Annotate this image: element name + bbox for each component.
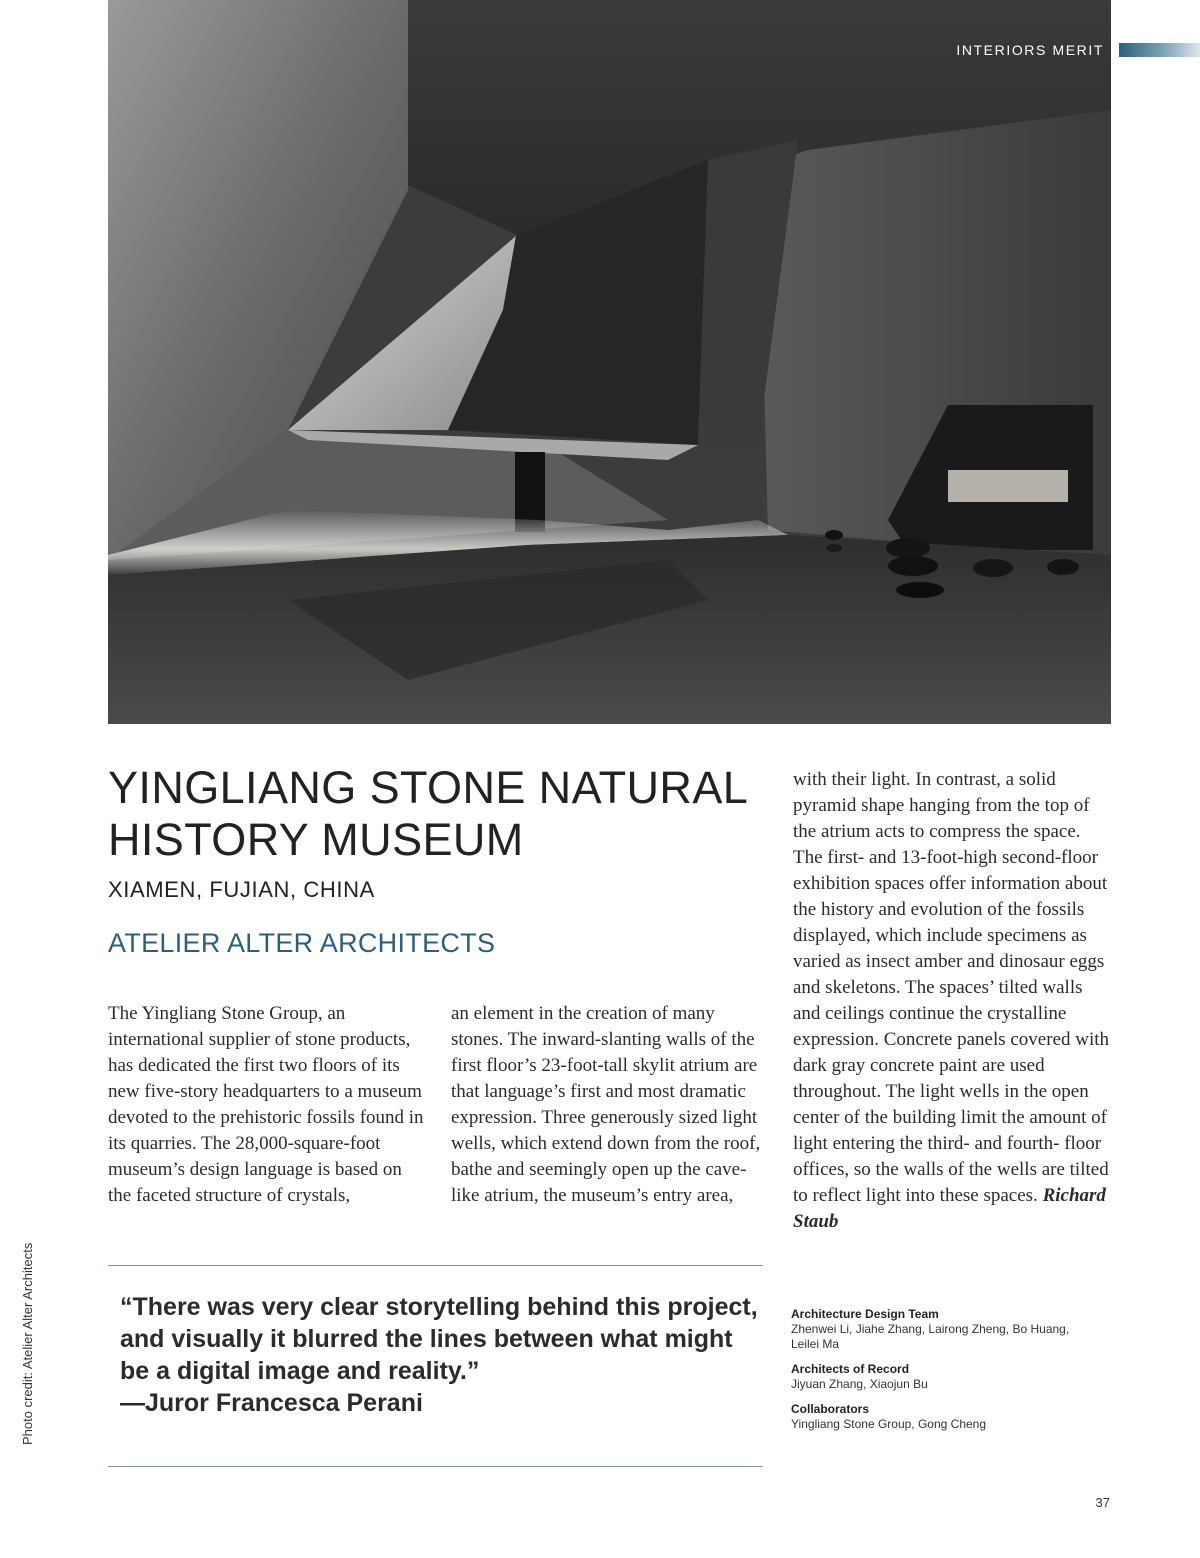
quote-rule-bottom xyxy=(108,1466,763,1467)
pull-quote xyxy=(120,1291,760,1419)
page-number: 37 xyxy=(1095,1495,1110,1510)
section-tag: INTERIORS MERIT xyxy=(956,42,1104,58)
credit-label: Architects of Record xyxy=(791,1362,910,1376)
project-location: XIAMEN, FUJIAN, CHINA xyxy=(108,877,375,902)
museum-atrium-photo xyxy=(108,0,1111,724)
quote-attribution: —Juror Francesca Perani xyxy=(120,1389,423,1417)
author-byline: Richard Staub xyxy=(793,1185,1106,1232)
quote-text: “There was very clear storytelling behind this project, and visually it blurred the lines between what might be a digital image and reality.” xyxy=(120,1293,758,1385)
body-column-3-text: with their light. In contrast, a solid pyramid shape hanging from the top of the atrium acts to compress the space. The first- and 13-foot-high second-floor exhibition spaces offer information about the history and evolution of the fossils displayed, which include specimens as varied as insect amber and dinosaur eggs and skeletons. The spaces’ tilted walls and ceilings continue the crystalline expression. Concrete panels covered with dark gray concrete paint are used throughout. The light wells in the open center of the building limit the amount of light entering the third- and fourth- floor offices, so the walls of the wells are tilted to reflect light into these spaces. xyxy=(793,769,1110,1206)
body-column-3 xyxy=(793,767,1113,1235)
quote-rule-top xyxy=(108,1265,763,1266)
section-tag-bar xyxy=(1119,43,1200,57)
body-column-1: The Yingliang Stone Group, an international supplier of stone products, has dedicated the first two floors of its new five-story headquarters to a museum devoted to the prehistoric fossils found in its quarries. The 28,000-square-foot museum’s design language is based on the faceted structure of crystals, xyxy=(108,1003,424,1206)
title-line-2: HISTORY MUSEUM xyxy=(108,814,524,865)
credit-label: Collaborators xyxy=(791,1402,870,1416)
article-title xyxy=(108,762,788,866)
photo-credit: Photo credit: Atelier Alter Architects xyxy=(20,1242,35,1445)
credit-names: Jiyuan Zhang, Xiaojun Bu xyxy=(791,1377,928,1391)
credit-names: Zhenwei Li, Jiahe Zhang, Lairong Zheng, Bo Huang, Leilei Ma xyxy=(791,1322,1070,1351)
credit-block xyxy=(791,1402,1081,1432)
credit-names: Yingliang Stone Group, Gong Cheng xyxy=(791,1417,987,1431)
credit-block xyxy=(791,1362,1081,1392)
project-credits xyxy=(791,1307,1081,1442)
body-column-2: an element in the creation of many stones. The inward-slanting walls of the first floor’s 23-foot-tall skylit atrium are that language’s first and most dramatic expression. Three generously sized light wells, which extend down from the roof, bathe and seemingly open up the cave-like atrium, the museum’s entry area, xyxy=(451,1003,761,1206)
credit-block xyxy=(791,1307,1081,1352)
architect-firm: ATELIER ALTER ARCHITECTS xyxy=(108,928,496,958)
title-line-1: YINGLIANG STONE NATURAL xyxy=(108,762,749,813)
credit-label: Architecture Design Team xyxy=(791,1307,939,1321)
